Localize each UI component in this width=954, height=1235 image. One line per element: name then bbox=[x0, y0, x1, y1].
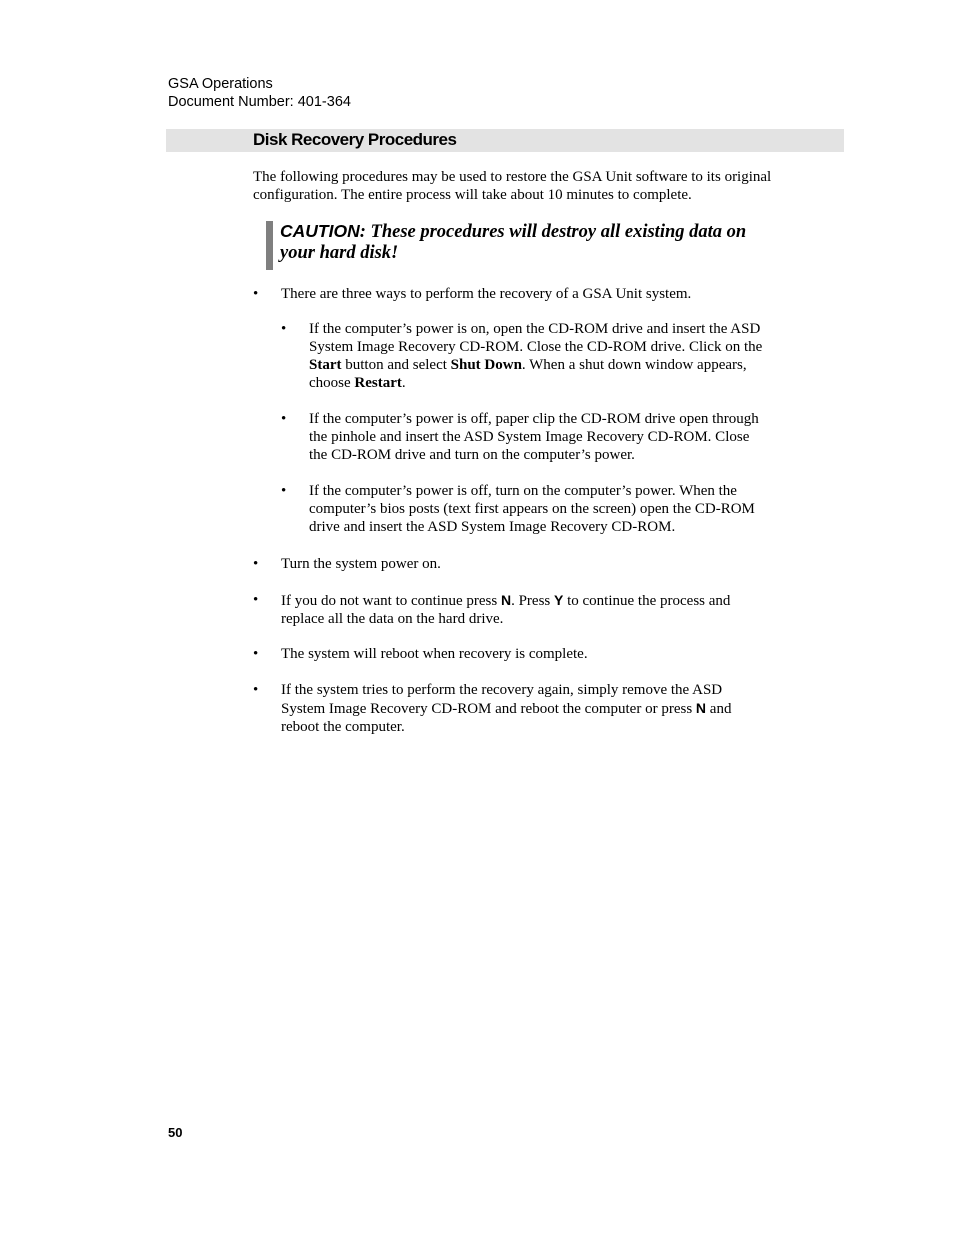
list-item-text: Turn the system power on. bbox=[281, 556, 441, 572]
list-item-fragment: If you do not want to continue press bbox=[281, 593, 501, 609]
section-title: Disk Recovery Procedures bbox=[253, 130, 457, 149]
list-item-text: If the computer’s power is off, paper clip the CD-ROM drive open through bbox=[309, 411, 759, 427]
list-item-fragment: button and select bbox=[341, 357, 451, 373]
intro-line: configuration. The entire process will take about 10 minutes to complete. bbox=[253, 187, 692, 203]
sub-list-item bbox=[281, 482, 799, 536]
intro-paragraph bbox=[253, 168, 813, 204]
bullet-icon: • bbox=[253, 286, 259, 302]
list-item-text: replace all the data on the hard drive. bbox=[281, 611, 504, 627]
caution-box bbox=[266, 221, 800, 270]
bullet-icon: • bbox=[281, 483, 287, 499]
bullet-icon: • bbox=[253, 646, 259, 662]
header-title: GSA Operations bbox=[168, 76, 273, 92]
list-item-text: the CD-ROM drive and turn on the computer’s power. bbox=[309, 447, 635, 463]
list-item-text: The system will reboot when recovery is complete. bbox=[281, 646, 588, 662]
list-item bbox=[253, 555, 801, 573]
caution-label: CAUTION bbox=[280, 221, 360, 241]
key-n: N bbox=[500, 592, 512, 608]
list-item bbox=[253, 645, 801, 663]
list-item-fragment: . bbox=[401, 375, 406, 391]
sub-list-item bbox=[281, 320, 799, 392]
list-item-text: drive and insert the ASD System Image Recovery CD-ROM. bbox=[309, 519, 676, 535]
caution-line: your hard disk! bbox=[280, 243, 399, 263]
list-item-text: If the computer’s power is off, turn on the computer’s power. When the bbox=[309, 483, 737, 499]
list-item-text: If the computer’s power is on, open the CD-ROM drive and insert the ASD bbox=[309, 321, 761, 337]
sub-list-item bbox=[281, 410, 799, 464]
key-y: Y bbox=[554, 592, 564, 608]
bullet-icon: • bbox=[253, 682, 259, 698]
list-item bbox=[253, 591, 801, 628]
list-item-fragment: choose bbox=[309, 375, 355, 391]
list-item-fragment: and bbox=[706, 701, 732, 717]
caution-line bbox=[280, 221, 800, 243]
restart-term: Restart bbox=[354, 375, 402, 391]
list-item-text bbox=[281, 591, 801, 610]
caution-text: These procedures will destroy all existing data on bbox=[365, 222, 747, 242]
list-item-text: the pinhole and insert the ASD System Image Recovery CD-ROM. Close bbox=[309, 429, 750, 445]
list-item-text: If the system tries to perform the recovery again, simply remove the ASD bbox=[281, 682, 723, 698]
intro-line: The following procedures may be used to restore the GSA Unit software to its original bbox=[253, 169, 772, 185]
list-item-fragment: . Press bbox=[511, 593, 555, 609]
list-item-text: computer’s bios posts (text first appears on the screen) open the CD-ROM bbox=[309, 501, 755, 517]
list-item-fragment: . When a shut down window appears, bbox=[521, 357, 747, 373]
bullet-icon: • bbox=[253, 592, 259, 608]
shutdown-term: Shut Down bbox=[450, 357, 522, 373]
list-item-text bbox=[309, 356, 799, 374]
list-item-text: There are three ways to perform the recovery of a GSA Unit system. bbox=[281, 286, 692, 302]
list-item-text: System Image Recovery CD-ROM. Close the CD-ROM drive. Click on the bbox=[309, 339, 763, 355]
list-item-fragment: System Image Recovery CD-ROM and reboot the computer or press bbox=[281, 701, 696, 717]
running-header bbox=[168, 75, 351, 111]
start-term: Start bbox=[309, 357, 342, 373]
list-item-text bbox=[309, 374, 799, 392]
list-item bbox=[253, 681, 801, 736]
list-item bbox=[253, 285, 801, 303]
key-n: N bbox=[695, 700, 707, 716]
caution-colon: : bbox=[359, 222, 366, 242]
bullet-icon: • bbox=[281, 411, 287, 427]
page-number: 50 bbox=[168, 1125, 183, 1140]
list-item-fragment: to continue the process and bbox=[563, 593, 731, 609]
list-item-text bbox=[281, 699, 801, 718]
list-item-text: reboot the computer. bbox=[281, 719, 405, 735]
bullet-icon: • bbox=[281, 321, 287, 337]
bullet-icon: • bbox=[253, 556, 259, 572]
document-number: Document Number: 401-364 bbox=[168, 94, 351, 110]
